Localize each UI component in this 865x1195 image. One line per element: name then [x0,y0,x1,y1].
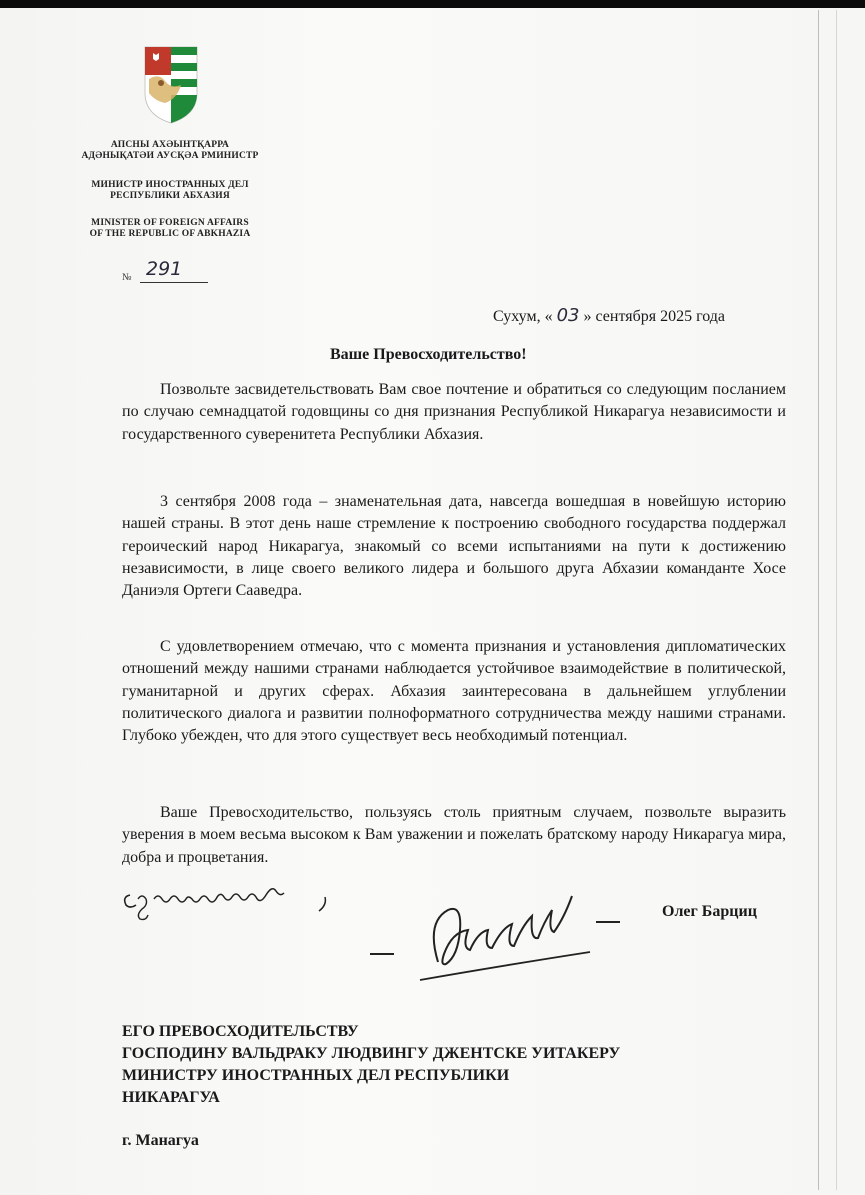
addressee-line-2: ГОСПОДИНУ ВАЛЬДРАКУ ЛЮДВИНГУ ДЖЕНТСКЕ УИТАКЕРУ [122,1045,621,1062]
paragraph-3-text: С удовлетворением отмечаю, что с момента признания и установления дипломатических отношений между нашими странами наблюдается устойчивое взаимодействие в политической, гуманитарной и других сферах. Абхазия заинтересована в дальнейшем углублении политического диалога и развитии полноформатного сотрудничества между нашими странами. Глубоко убежден, что для этого существует весь необходимый потенциал. [122,638,786,745]
date-prefix: Сухум, « [493,308,553,325]
signature [360,892,630,992]
addressee-line-3: МИНИСТРУ ИНОСТРАННЫХ ДЕЛ РЕСПУБЛИКИ [122,1067,510,1084]
number-label: № [122,272,132,283]
header-abkhaz-line-1: АПСНЫ АХӘЫНТҚАРРА [110,140,230,150]
paragraph-4-text: Ваше Превосходительство, пользуясь столь приятным случаем, позвольте выразить уверения в моем весьма высоком к Вам уважении и пожелать братскому народу Никарагуа мира, добра и процветания. [122,804,786,866]
date-suffix: » сентября 2025 года [583,308,726,325]
paragraph-1-text: Позвольте засвидетельствовать Вам свое почтение и обратиться со следующим посланием по случаю семнадцатой годовщины со дня признания Республикой Никарагуа независимости и государственного суверенитета Республики Абхазия. [122,381,786,443]
addressee-line-4: НИКАРАГУА [122,1089,220,1106]
header-russian [40,180,300,202]
addressee-line-1: ЕГО ПРЕВОСХОДИТЕЛЬСТВУ [122,1023,359,1040]
addressee-block [122,1021,620,1109]
page-edge-line-2 [836,10,837,1190]
signer-name: Олег Барциц [662,903,757,920]
paragraph-2 [122,491,786,602]
header-russian-line-1: МИНИСТР ИНОСТРАННЫХ ДЕЛ [91,180,249,190]
header-english-line-1: MINISTER OF FOREIGN AFFAIRS [91,218,249,228]
header-english [40,218,300,240]
paragraph-1 [122,379,786,446]
salutation: Ваше Превосходительство! [330,346,527,363]
handwritten-closing [120,875,340,925]
date-line [493,305,725,326]
header-abkhaz [40,140,300,162]
date-day: 03 [556,305,580,326]
paragraph-4 [122,802,786,869]
number-value: 291 [140,258,208,283]
abkhazia-emblem [141,45,201,125]
top-bar [0,0,865,8]
page-edge-line [818,10,819,1190]
paragraph-3 [122,636,786,747]
header-russian-line-2: РЕСПУБЛИКИ АБХАЗИЯ [110,191,230,201]
header-abkhaz-line-2: АДӘНЫҚАТӘИ АУСҚӘА РМИНИСТР [81,151,259,161]
paragraph-2-text: 3 сентября 2008 года – знаменательная дата, навсегда вошедшая в новейшую историю нашей страны. В этот день наше стремление к построению свободного государства поддержал героический народ Никарагуа, знакомый со всеми испытаниями на пути к достижению независимости, в лице своего великого лидера и большого друга Абхазии команданте Хосе Даниэля Ортеги Сааведра. [122,493,786,600]
header-english-line-2: OF THE REPUBLIC OF ABKHAZIA [89,229,251,239]
city: г. Манагуа [122,1132,199,1149]
